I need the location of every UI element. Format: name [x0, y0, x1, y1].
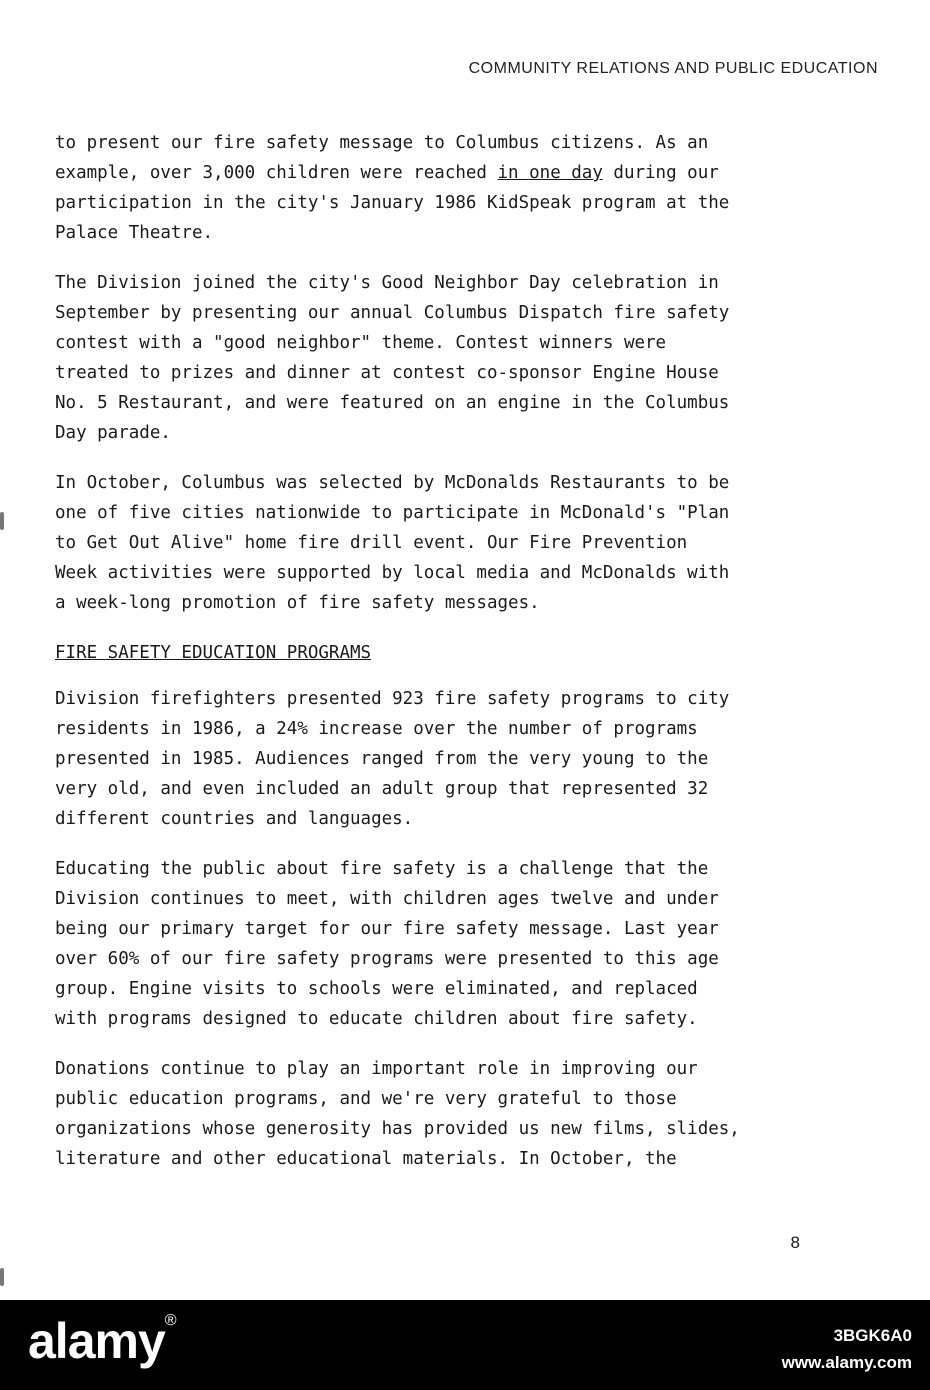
underlined-phrase: in one day	[497, 163, 603, 183]
image-credit	[782, 1322, 912, 1376]
scan-edge-mark	[0, 1268, 4, 1286]
paragraph-1: to present our fire safety message to Columbus citizens. As an example, over 3,000 children were reached in one day during our participation in the city's January 1986 KidSpeak program at the Palace Theatre.	[55, 133, 730, 243]
paragraph-3: In October, Columbus was selected by McDonalds Restaurants to be one of five cities nationwide to participate in McDonald's "Plan to Get Out Alive" home fire drill event. Our Fire Prevention Week activities were supported by local media and McDonalds with a week-long promotion of fire safety messages.	[55, 473, 730, 613]
document-body	[55, 128, 855, 1194]
paragraph-4: Division firefighters presented 923 fire safety programs to city residents in 1986, a 24% increase over the number of programs presented in 1985. Audiences ranged from the very young to the very old, and even included an adult group that represented 32 different countries and languages.	[55, 689, 730, 829]
image-id: 3BGK6A0	[833, 1326, 912, 1345]
section-heading: FIRE SAFETY EDUCATION PROGRAMS	[55, 643, 372, 663]
paragraph-2: The Division joined the city's Good Neighbor Day celebration in September by presenting our annual Columbus Dispatch fire safety contest with a "good neighbor" theme. Contest winners were treated to prizes and dinner at contest co-sponsor Engine House No. 5 Restaurant, and were featured on an engine in the Columbus Day parade.	[55, 273, 730, 443]
scan-edge-mark	[0, 512, 4, 530]
paragraph-5: Educating the public about fire safety is a challenge that the Division continues to meet, with children ages twelve and under being our primary target for our fire safety message. Last year over 60% of our fire safety programs were presented to this age group. Engine visits to schools were eliminated, and replaced with programs designed to educate children about fire safety.	[55, 859, 719, 1029]
paragraph-6: Donations continue to play an important role in improving our public education programs, and we're very grateful to those organizations whose generosity has provided us new films, slides, literature and other educational materials. In October, the	[55, 1059, 740, 1169]
watermark-footer	[0, 1300, 930, 1390]
page-header: COMMUNITY RELATIONS AND PUBLIC EDUCATION	[468, 60, 878, 77]
website-url: www.alamy.com	[781, 1353, 912, 1372]
alamy-logo: alamy®	[28, 1312, 176, 1369]
page-number: 8	[790, 1233, 800, 1252]
registered-icon: ®	[164, 1312, 176, 1329]
